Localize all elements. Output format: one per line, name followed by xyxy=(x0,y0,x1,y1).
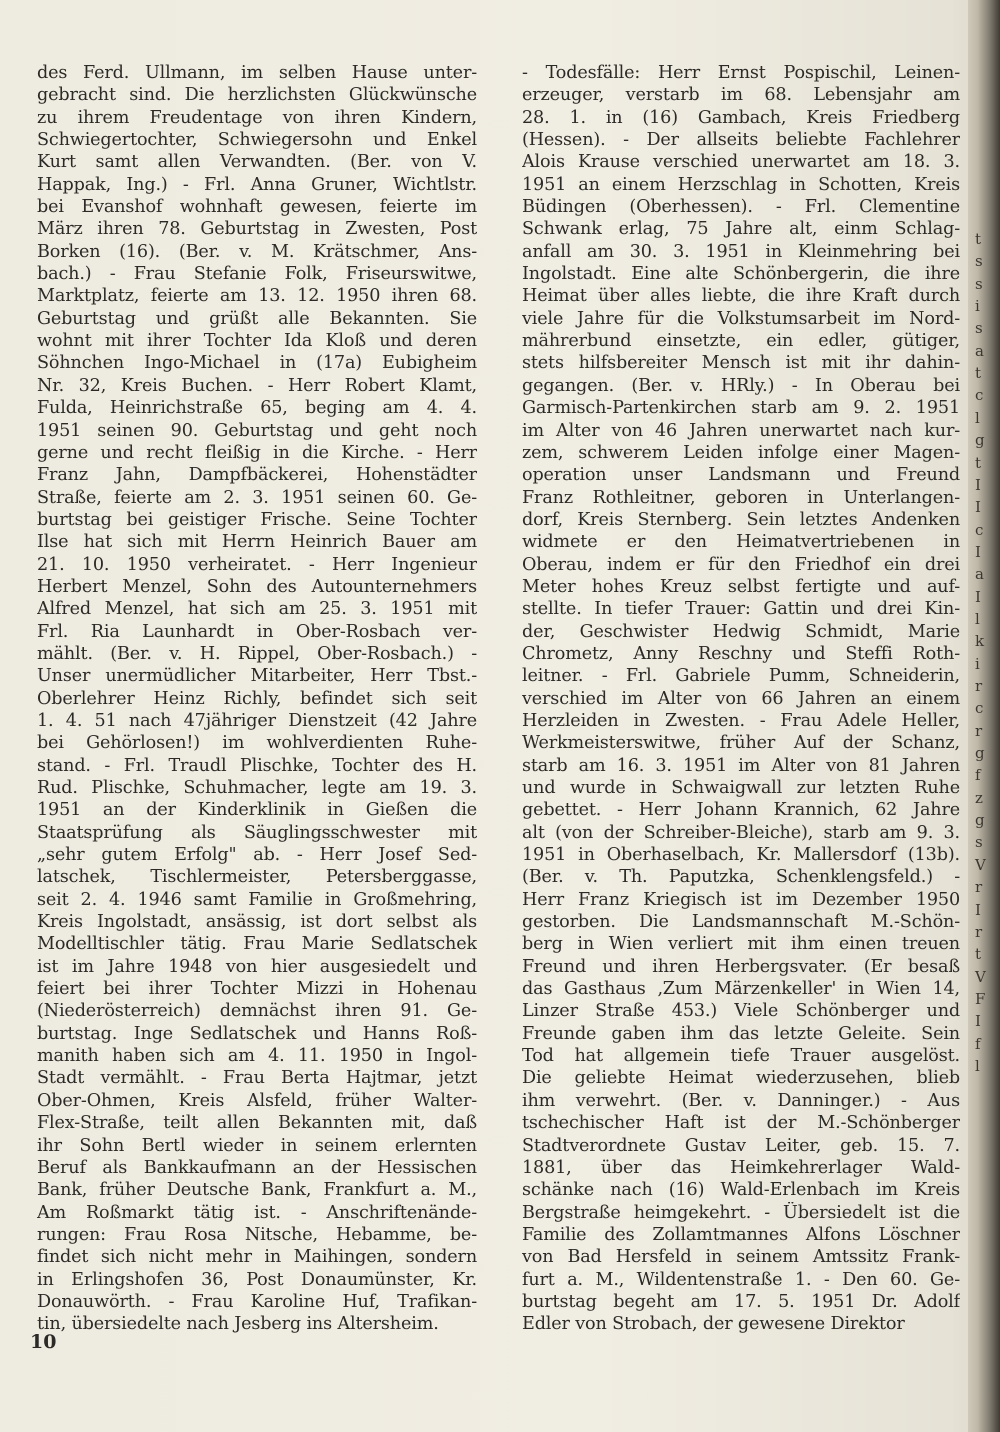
text-line: Rud. Plischke, Schuhmacher, legte am 19. 3. xyxy=(37,778,477,798)
text-line: leitner. - Frl. Gabriele Pumm, Schneiderin, xyxy=(522,666,960,687)
text-line: (Niederösterreich) demnächst ihren 91. Ge- xyxy=(37,1001,477,1022)
text-line: bei Evanshof wohnhaft gewesen, feierte im xyxy=(37,197,477,218)
text-line: manith haben sich am 4. 11. 1950 in Ingol- xyxy=(37,1046,477,1067)
text-line: Garmisch-Partenkirchen starb am 9. 2. 1951 xyxy=(522,398,960,419)
text-line: Heimat über alles liebte, die ihre Kraft durch xyxy=(522,286,960,307)
text-line: viele Jahre für die Volkstumsarbeit im Nord- xyxy=(522,308,960,329)
text-line: Ingolstadt. Eine alte Schönbergerin, die ihre xyxy=(522,264,960,285)
edge-letter: t xyxy=(975,945,982,964)
edge-letter: i xyxy=(975,297,980,316)
text-line: Stadt vermählt. - Frau Berta Hajtmar, jetzt xyxy=(37,1068,477,1089)
edge-letter: V xyxy=(975,967,986,986)
text-line: Freunde gaben ihm das letzte Geleite. Sein xyxy=(522,1023,960,1044)
text-line: und wurde in Schwaigwall zur letzten Ruhe xyxy=(522,778,960,798)
text-line: latschek, Tischlermeister, Petersberggasse, xyxy=(37,867,477,888)
text-line: stand. - Frl. Traudl Plischke, Tochter des H. xyxy=(37,755,477,776)
edge-letter: I xyxy=(975,498,981,517)
text-line: im Alter von 46 Jahren unerwartet nach kur- xyxy=(522,420,960,441)
edge-letter: r xyxy=(975,922,983,941)
text-line: Oberlehrer Heinz Richly, befindet sich seit xyxy=(37,688,477,709)
text-line: Fulda, Heinrichstraße 65, beging am 4. 4. xyxy=(37,398,477,419)
text-line: burtstag bei geistiger Frische. Seine Tochter xyxy=(37,509,477,530)
edge-letter: V xyxy=(975,855,986,874)
text-line: Alfred Menzel, hat sich am 25. 3. 1951 mit xyxy=(37,599,477,620)
text-line: in Erlingshofen 36, Post Donaumünster, Kr. xyxy=(37,1269,477,1290)
text-line: des Ferd. Ullmann, im selben Hause unter- xyxy=(37,63,477,83)
text-line: Stadtverordnete Gustav Leiter, geb. 15. 7. xyxy=(522,1135,960,1156)
edge-letter: c xyxy=(975,386,984,405)
edge-letter: t xyxy=(975,230,982,248)
text-line: Unser unermüdlicher Mitarbeiter, Herr Tbst.- xyxy=(37,666,477,687)
text-line: Familie des Zollamtmannes Alfons Löschner xyxy=(522,1224,960,1245)
text-line: das Gasthaus ‚Zum Märzenkeller' in Wien 14, xyxy=(522,979,960,1000)
text-line: März ihren 78. Geburtstag in Zwesten, Post xyxy=(37,219,477,240)
text-line: burtstag begeht am 17. 5. 1951 Dr. Adolf xyxy=(522,1291,960,1312)
text-line: operation unser Landsmann und Freund xyxy=(522,465,960,486)
text-line: zem, schwerem Leiden infolge einer Magen- xyxy=(522,442,960,463)
text-line: ihm verwehrt. (Ber. v. Danninger.) - Aus xyxy=(522,1090,960,1111)
edge-letter: l xyxy=(975,408,980,427)
text-line: „sehr gutem Erfolg" ab. - Herr Josef Sed- xyxy=(37,845,477,866)
text-line: Alois Krause verschied unerwartet am 18. 3. xyxy=(522,152,960,173)
text-line: Ilse hat sich mit Herrn Heinrich Bauer am xyxy=(37,532,477,553)
edge-letter: I xyxy=(975,542,981,561)
text-line: Linzer Straße 453.) Viele Schönberger und xyxy=(522,1001,960,1022)
text-line: Edler von Strobach, der gewesene Direktor xyxy=(522,1314,905,1335)
text-line: 1881, über das Heimkehrerlager Wald- xyxy=(522,1157,960,1178)
text-line: Marktplatz, feierte am 13. 12. 1950 ihren 68. xyxy=(37,286,477,307)
text-line: widmete er den Heimatvertriebenen in xyxy=(522,532,960,553)
text-line: Freund und ihren Herbergsvater. (Er besaß xyxy=(522,956,960,977)
edge-letter: c xyxy=(975,520,984,539)
text-line: Geburtstag und grüßt alle Bekannten. Sie xyxy=(37,308,477,329)
text-line: Am Roßmarkt tätig ist. - Anschriftenände- xyxy=(37,1202,477,1223)
text-line: feiert bei ihrer Tochter Mizzi in Hohenau xyxy=(37,979,477,1000)
text-line: ihr Sohn Bertl wieder in seinem erlernten xyxy=(37,1135,477,1156)
edge-letter: t xyxy=(975,364,982,383)
text-line: stellte. In tiefer Trauer: Gattin und drei Kin- xyxy=(522,599,960,620)
text-line: findet sich nicht mehr in Maihingen, sondern xyxy=(37,1247,477,1268)
text-line: Bergstraße heimgekehrt. - Übersiedelt ist die xyxy=(522,1202,960,1223)
text-line: Tod hat allgemein tiefe Trauer ausgelöst. xyxy=(522,1046,960,1067)
text-line: 1951 in Oberhaselbach, Kr. Mallersdorf (13b). xyxy=(522,845,960,866)
text-line: bei Gehörlosen!) im wohlverdienten Ruhe- xyxy=(37,733,477,754)
edge-letter: g xyxy=(975,431,985,450)
text-line: tschechischer Haft ist der M.-Schönberger xyxy=(522,1113,960,1134)
text-line: 1951 an einem Herzschlag in Schotten, Kreis xyxy=(522,174,960,195)
text-line: burtstag. Inge Sedlatschek und Hanns Roß- xyxy=(37,1023,477,1044)
text-line: gegangen. (Ber. v. HRly.) - In Oberau bei xyxy=(522,375,960,396)
text-line: Kurt samt allen Verwandten. (Ber. von V. xyxy=(37,152,477,173)
text-line: Herr Franz Kriegisch ist im Dezember 1950 xyxy=(522,889,960,910)
text-line: anfall am 30. 3. 1951 in Kleinmehring bei xyxy=(522,241,960,262)
edge-letter: k xyxy=(975,632,985,651)
left-text-column xyxy=(37,62,477,1336)
right-text-column xyxy=(522,62,960,1336)
text-line: Beruf als Bankkaufmann an der Hessischen xyxy=(37,1157,477,1178)
text-line: gebracht sind. Die herzlichsten Glückwünsche xyxy=(37,85,477,106)
text-line: 1951 an der Kinderklinik in Gießen die xyxy=(37,800,477,821)
text-line: Borken (16). (Ber. v. M. Krätschmer, Ans- xyxy=(37,241,477,262)
text-line: mährerbund einsetzte, ein edler, gütiger, xyxy=(522,331,960,352)
edge-letter: s xyxy=(975,252,983,271)
edge-letter: t xyxy=(975,453,982,472)
text-line: Die geliebte Heimat wiederzusehen, blieb xyxy=(522,1068,960,1089)
text-line: tin, übersiedelte nach Jesberg ins Altersheim. xyxy=(37,1314,439,1335)
text-line: zu ihrem Freudentage von ihren Kindern, xyxy=(37,107,477,128)
edge-letter: i xyxy=(975,654,980,673)
text-line: Büdingen (Oberhessen). - Frl. Clementine xyxy=(522,197,960,218)
text-line: erzeuger, verstarb im 68. Lebensjahr am xyxy=(522,85,960,106)
page-number: 10 xyxy=(30,1331,57,1353)
text-line: ist im Jahre 1948 von hier ausgesiedelt und xyxy=(37,956,477,977)
text-line: von Bad Hersfeld in seinem Amtssitz Frank- xyxy=(522,1247,960,1268)
text-line: Kreis Ingolstadt, ansässig, ist dort selbst als xyxy=(37,912,477,933)
text-line: berg in Wien verliert mit ihm einen treuen xyxy=(522,934,960,955)
text-line: Happak, Ing.) - Frl. Anna Gruner, Wichtlstr. xyxy=(37,174,477,195)
text-line: starb am 16. 3. 1951 im Alter von 81 Jahren xyxy=(522,755,960,776)
text-line: schänke nach (16) Wald-Erlenbach im Kreis xyxy=(522,1180,960,1201)
text-line: rungen: Frau Rosa Nitsche, Hebamme, be- xyxy=(37,1224,477,1245)
text-line: (Ber. v. Th. Paputzka, Schenklengsfeld.) - xyxy=(522,867,960,888)
edge-letter: c xyxy=(975,699,984,718)
edge-letter: z xyxy=(975,788,983,807)
edge-letter: I xyxy=(975,475,981,494)
edge-letter: r xyxy=(975,721,983,740)
text-line: 28. 1. in (16) Gambach, Kreis Friedberg xyxy=(522,107,960,128)
text-line: Donauwörth. - Frau Karoline Huf, Trafikan- xyxy=(37,1291,477,1312)
edge-letter: r xyxy=(975,677,983,695)
text-line: stets hilfsbereiter Mensch ist mit ihr dahin- xyxy=(522,353,960,374)
text-line: gestorben. Die Landsmannschaft M.-Schön- xyxy=(522,912,960,933)
edge-letter: I xyxy=(975,587,981,606)
edge-letter: g xyxy=(975,811,985,830)
edge-letter: a xyxy=(975,341,984,360)
text-line: bach.) - Frau Stefanie Folk, Friseurswitwe, xyxy=(37,264,477,285)
text-line: der, Geschwister Hedwig Schmidt, Marie xyxy=(522,621,960,642)
text-line: gerne und recht fleißig in die Kirche. - Herr xyxy=(37,442,477,463)
edge-letter: I xyxy=(975,1012,981,1031)
text-line: Meter hohes Kreuz selbst fertigte und auf- xyxy=(522,576,960,597)
text-line: Chrometz, Anny Reschny und Steffi Roth- xyxy=(522,643,960,664)
text-line: Frl. Ria Launhardt in Ober-Rosbach ver- xyxy=(37,621,477,642)
edge-letter: s xyxy=(975,274,983,293)
text-line: (Hessen). - Der allseits beliebte Fachlehrer xyxy=(522,130,960,151)
text-line: Schwiegertochter, Schwiegersohn und Enkel xyxy=(37,130,477,151)
text-line: Söhnchen Ingo-Michael in (17a) Eubigheim xyxy=(37,353,477,374)
edge-letter: s xyxy=(975,319,983,338)
text-line: Oberau, indem er für den Friedhof ein drei xyxy=(522,554,960,575)
text-line: Herzleiden in Zwesten. - Frau Adele Heller, xyxy=(522,710,960,731)
text-line: Straße, feierte am 2. 3. 1951 seinen 60. Ge- xyxy=(37,487,477,508)
text-line: alt (von der Schreiber-Bleiche), starb am 9. 3. xyxy=(522,822,960,843)
text-line: seit 2. 4. 1946 samt Familie in Großmehring, xyxy=(37,889,477,910)
edge-letter: r xyxy=(975,878,983,897)
text-line: gebettet. - Herr Johann Krannich, 62 Jahre xyxy=(522,800,960,821)
text-line: Bank, früher Deutsche Bank, Frankfurt a. M., xyxy=(37,1180,477,1201)
text-line: Franz Rothleitner, geboren in Unterlangen- xyxy=(522,487,960,508)
text-line: Ober-Ohmen, Kreis Alsfeld, früher Walter- xyxy=(37,1090,477,1111)
text-line: Nr. 32, Kreis Buchen. - Herr Robert Klamt, xyxy=(37,375,477,396)
adjacent-page-fragment xyxy=(975,0,993,1432)
edge-letter: l xyxy=(975,1056,980,1075)
text-line: dorf, Kreis Sternberg. Sein letztes Andenken xyxy=(522,509,960,530)
text-line: furt a. M., Wildentenstraße 1. - Den 60. Ge- xyxy=(522,1269,960,1290)
edge-letter: F xyxy=(975,989,986,1008)
text-line: Flex-Straße, teilt allen Bekannten mit, daß xyxy=(37,1113,477,1134)
edge-letter: I xyxy=(975,900,981,919)
text-line: 21. 10. 1950 verheiratet. - Herr Ingenieur xyxy=(37,554,477,575)
edge-letter: f xyxy=(975,766,981,785)
edge-letter: s xyxy=(975,833,983,852)
text-line: 1. 4. 51 nach 47jähriger Dienstzeit (42 Jahre xyxy=(37,710,477,731)
text-line: - Todesfälle: Herr Ernst Pospischil, Leinen- xyxy=(522,63,960,83)
text-line: mählt. (Ber. v. H. Rippel, Ober-Rosbach.) - xyxy=(37,643,477,664)
text-line: Werkmeisterswitwe, früher Auf der Schanz, xyxy=(522,733,960,754)
edge-letter: l xyxy=(975,609,980,628)
text-line: 1951 seinen 90. Geburtstag und geht noch xyxy=(37,420,477,441)
text-line: wohnt mit ihrer Tochter Ida Kloß und deren xyxy=(37,331,477,352)
text-line: Franz Jahn, Dampfbäckerei, Hohenstädter xyxy=(37,465,477,486)
text-line: Schwank erlag, 75 Jahre alt, einm Schlag- xyxy=(522,219,960,240)
edge-letter: g xyxy=(975,744,985,763)
text-line: Modelltischler tätig. Frau Marie Sedlatschek xyxy=(37,934,477,955)
text-line: Herbert Menzel, Sohn des Autounternehmers xyxy=(37,576,477,597)
text-line: verschied im Alter von 66 Jahren an einem xyxy=(522,688,960,709)
edge-letter: a xyxy=(975,565,984,584)
edge-letter: f xyxy=(975,1034,981,1053)
text-line: Staatsprüfung als Säuglingsschwester mit xyxy=(37,822,477,843)
